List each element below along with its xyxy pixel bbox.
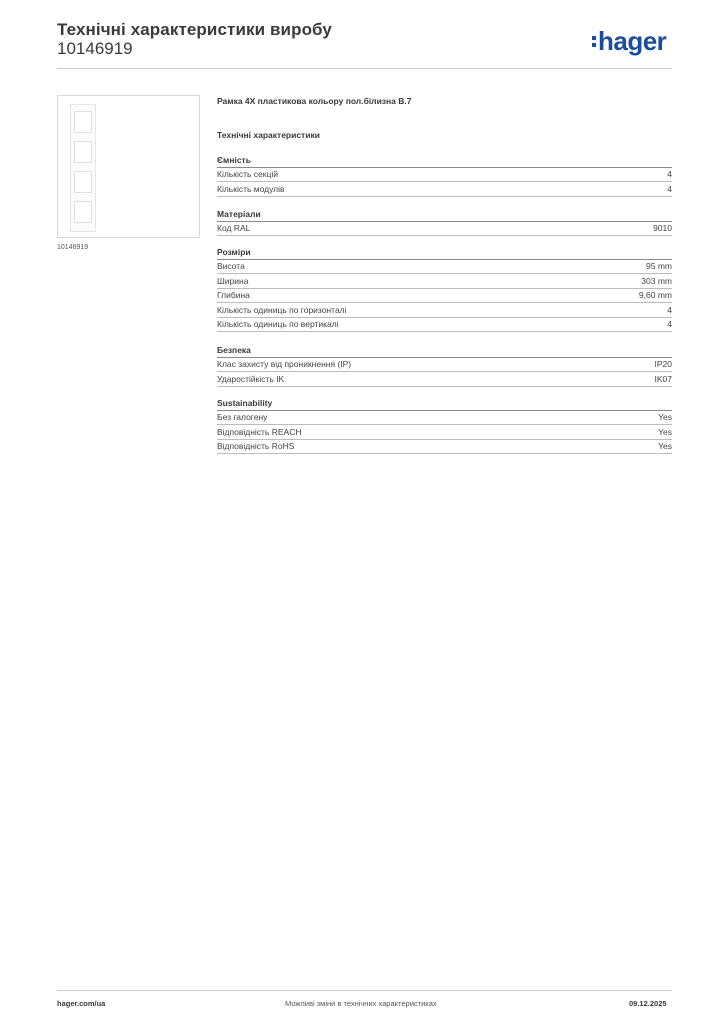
spec-row [217,222,672,236]
hager-logo [592,28,666,54]
spec-value: 9010 [653,223,672,233]
spec-value: Yes [658,441,672,452]
spec-label: Клас захисту від проникнення (IP) [217,359,352,369]
spec-group-title: Матеріали [217,209,261,219]
spec-label: Ударостійкість IK [217,373,285,384]
spec-value: 4 [667,183,672,194]
footer-notice: Можливі зміни в технічних характеристиках [285,999,437,1008]
spec-row [217,275,672,289]
spec-label: Код RAL [217,223,251,233]
spec-group-title: Ємність [217,155,251,165]
logo-text: hager [598,26,667,56]
spec-label: Кількість одиниць по горизонталі [217,304,347,315]
spec-label: Висота [217,261,245,271]
spec-label: Відповідність REACH [217,426,302,437]
spec-label: Кількість одиниць по вертикалі [217,319,339,330]
footer-website-link[interactable]: hager.com/ua [57,999,106,1008]
spec-row [217,289,672,303]
spec-group-title: Sustainability [217,398,273,408]
document-title: Технічні характеристики виробу [57,20,332,39]
spec-row [217,260,672,274]
spec-label: Кількість секцій [217,169,278,179]
frame-illustration [70,104,96,232]
spec-value: 303 mm [641,275,672,286]
product-code: 10146919 [57,39,133,58]
product-image [57,95,200,238]
section-heading: Технічні характеристики [217,130,320,140]
spec-label: Відповідність RoHS [217,441,295,452]
spec-label: Кількість модулів [217,183,285,194]
spec-value: 4 [667,304,672,315]
spec-value: IK07 [654,373,672,384]
product-name: Рамка 4X пластикова кольору пол.білизна B.7 [217,96,412,106]
spec-row [217,440,672,454]
spec-value: 9,60 mm [638,290,672,301]
spec-value: 95 mm [646,261,672,271]
spec-value: Yes [658,412,672,422]
spec-row [217,183,672,197]
footer-divider [57,990,672,991]
logo-dots-icon [592,36,596,47]
spec-row [217,358,672,372]
spec-row [217,426,672,440]
spec-label: Ширина [217,275,249,286]
header-divider [57,68,672,69]
spec-group-title: Безпека [217,345,251,355]
spec-row [217,411,672,425]
spec-value: 4 [667,169,672,179]
spec-value: IP20 [654,359,672,369]
spec-row [217,168,672,182]
spec-value: 4 [667,319,672,330]
footer-date: 09.12.2025 [629,999,667,1008]
spec-group-title: Розміри [217,247,251,257]
spec-label: Глибина [217,290,250,301]
spec-row [217,318,672,332]
spec-row [217,373,672,387]
spec-label: Без галогену [217,412,268,422]
spec-value: Yes [658,426,672,437]
spec-row [217,304,672,318]
image-caption: 10146919 [57,244,89,251]
